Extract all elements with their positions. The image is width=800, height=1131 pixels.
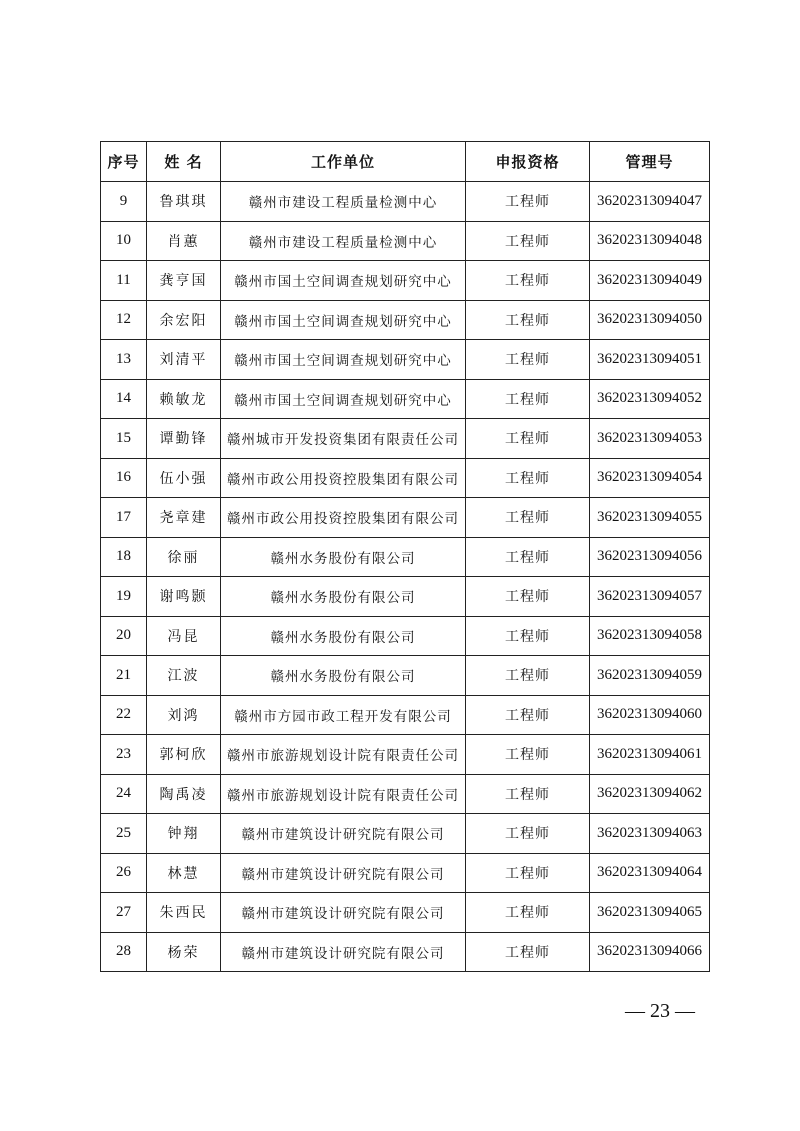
header-unit: 工作单位 — [221, 142, 466, 182]
cell-code: 36202313094048 — [590, 221, 710, 261]
cell-index: 28 — [101, 932, 147, 972]
table-row — [101, 419, 710, 459]
cell-code: 36202313094063 — [590, 814, 710, 854]
cell-unit: 赣州水务股份有限公司 — [221, 616, 466, 656]
cell-code: 36202313094056 — [590, 537, 710, 577]
cell-unit: 赣州市建设工程质量检测中心 — [221, 221, 466, 261]
cell-qualification: 工程师 — [466, 656, 590, 696]
cell-code: 36202313094057 — [590, 577, 710, 617]
table-row — [101, 774, 710, 814]
cell-index: 16 — [101, 458, 147, 498]
cell-qualification: 工程师 — [466, 616, 590, 656]
cell-unit: 赣州市国土空间调查规划研究中心 — [221, 340, 466, 380]
cell-index: 14 — [101, 379, 147, 419]
cell-unit: 赣州市旅游规划设计院有限责任公司 — [221, 774, 466, 814]
cell-code: 36202313094064 — [590, 853, 710, 893]
cell-index: 12 — [101, 300, 147, 340]
cell-unit: 赣州市政公用投资控股集团有限公司 — [221, 458, 466, 498]
cell-name: 余宏阳 — [147, 300, 221, 340]
cell-name: 冯昆 — [147, 616, 221, 656]
cell-qualification: 工程师 — [466, 300, 590, 340]
cell-code: 36202313094055 — [590, 498, 710, 538]
table-row — [101, 577, 710, 617]
cell-code: 36202313094049 — [590, 261, 710, 301]
cell-unit: 赣州市建筑设计研究院有限公司 — [221, 853, 466, 893]
cell-name: 刘鸿 — [147, 695, 221, 735]
cell-code: 36202313094065 — [590, 893, 710, 933]
cell-qualification: 工程师 — [466, 853, 590, 893]
header-row — [101, 142, 710, 182]
cell-qualification: 工程师 — [466, 498, 590, 538]
table-row — [101, 893, 710, 933]
cell-unit: 赣州市政公用投资控股集团有限公司 — [221, 498, 466, 538]
cell-index: 15 — [101, 419, 147, 459]
cell-unit: 赣州水务股份有限公司 — [221, 656, 466, 696]
cell-code: 36202313094060 — [590, 695, 710, 735]
header-qualification: 申报资格 — [466, 142, 590, 182]
cell-name: 钟翔 — [147, 814, 221, 854]
table-header — [101, 142, 710, 182]
cell-qualification: 工程师 — [466, 774, 590, 814]
table-row — [101, 814, 710, 854]
cell-unit: 赣州市国土空间调查规划研究中心 — [221, 300, 466, 340]
roster-table — [100, 141, 710, 972]
cell-code: 36202313094047 — [590, 182, 710, 222]
table-row — [101, 735, 710, 775]
table-row — [101, 616, 710, 656]
cell-qualification: 工程师 — [466, 261, 590, 301]
cell-name: 林慧 — [147, 853, 221, 893]
cell-unit: 赣州水务股份有限公司 — [221, 577, 466, 617]
cell-code: 36202313094066 — [590, 932, 710, 972]
cell-unit: 赣州市国土空间调查规划研究中心 — [221, 379, 466, 419]
table-row — [101, 182, 710, 222]
table-row — [101, 221, 710, 261]
cell-qualification: 工程师 — [466, 379, 590, 419]
cell-qualification: 工程师 — [466, 182, 590, 222]
cell-index: 22 — [101, 695, 147, 735]
cell-index: 17 — [101, 498, 147, 538]
cell-name: 赖敏龙 — [147, 379, 221, 419]
cell-unit: 赣州市方园市政工程开发有限公司 — [221, 695, 466, 735]
cell-qualification: 工程师 — [466, 458, 590, 498]
cell-qualification: 工程师 — [466, 537, 590, 577]
cell-code: 36202313094059 — [590, 656, 710, 696]
cell-unit: 赣州水务股份有限公司 — [221, 537, 466, 577]
cell-index: 21 — [101, 656, 147, 696]
cell-qualification: 工程师 — [466, 735, 590, 775]
header-code: 管理号 — [590, 142, 710, 182]
cell-code: 36202313094052 — [590, 379, 710, 419]
cell-code: 36202313094062 — [590, 774, 710, 814]
cell-qualification: 工程师 — [466, 577, 590, 617]
page-number: — 23 — — [625, 1000, 695, 1022]
cell-name: 肖蕙 — [147, 221, 221, 261]
cell-name: 尧章建 — [147, 498, 221, 538]
cell-qualification: 工程师 — [466, 695, 590, 735]
cell-name: 谭勤锋 — [147, 419, 221, 459]
cell-index: 13 — [101, 340, 147, 380]
cell-name: 陶禹凌 — [147, 774, 221, 814]
cell-index: 23 — [101, 735, 147, 775]
cell-qualification: 工程师 — [466, 419, 590, 459]
cell-unit: 赣州市建筑设计研究院有限公司 — [221, 893, 466, 933]
cell-unit: 赣州市建筑设计研究院有限公司 — [221, 814, 466, 854]
cell-name: 谢鸣颢 — [147, 577, 221, 617]
cell-code: 36202313094058 — [590, 616, 710, 656]
cell-name: 刘清平 — [147, 340, 221, 380]
table-row — [101, 261, 710, 301]
table-row — [101, 853, 710, 893]
cell-code: 36202313094061 — [590, 735, 710, 775]
cell-unit: 赣州城市开发投资集团有限责任公司 — [221, 419, 466, 459]
cell-code: 36202313094050 — [590, 300, 710, 340]
table-row — [101, 300, 710, 340]
table-row — [101, 498, 710, 538]
cell-index: 10 — [101, 221, 147, 261]
cell-index: 18 — [101, 537, 147, 577]
cell-index: 27 — [101, 893, 147, 933]
cell-qualification: 工程师 — [466, 932, 590, 972]
header-name: 姓 名 — [147, 142, 221, 182]
cell-name: 鲁琪琪 — [147, 182, 221, 222]
cell-name: 伍小强 — [147, 458, 221, 498]
cell-index: 26 — [101, 853, 147, 893]
cell-name: 江波 — [147, 656, 221, 696]
cell-index: 24 — [101, 774, 147, 814]
cell-unit: 赣州市建筑设计研究院有限公司 — [221, 932, 466, 972]
cell-index: 19 — [101, 577, 147, 617]
cell-unit: 赣州市建设工程质量检测中心 — [221, 182, 466, 222]
cell-index: 20 — [101, 616, 147, 656]
table-row — [101, 340, 710, 380]
cell-qualification: 工程师 — [466, 340, 590, 380]
cell-unit: 赣州市国土空间调查规划研究中心 — [221, 261, 466, 301]
table-row — [101, 458, 710, 498]
table-row — [101, 695, 710, 735]
cell-name: 杨荣 — [147, 932, 221, 972]
table-row — [101, 537, 710, 577]
cell-index: 25 — [101, 814, 147, 854]
cell-unit: 赣州市旅游规划设计院有限责任公司 — [221, 735, 466, 775]
table-row — [101, 379, 710, 419]
cell-qualification: 工程师 — [466, 221, 590, 261]
header-index: 序号 — [101, 142, 147, 182]
cell-qualification: 工程师 — [466, 814, 590, 854]
cell-code: 36202313094054 — [590, 458, 710, 498]
cell-code: 36202313094051 — [590, 340, 710, 380]
cell-name: 郭柯欣 — [147, 735, 221, 775]
cell-name: 朱西民 — [147, 893, 221, 933]
cell-qualification: 工程师 — [466, 893, 590, 933]
table-body — [101, 182, 710, 972]
table-row — [101, 656, 710, 696]
table-row — [101, 932, 710, 972]
cell-name: 徐丽 — [147, 537, 221, 577]
cell-name: 龚亨国 — [147, 261, 221, 301]
cell-index: 11 — [101, 261, 147, 301]
cell-code: 36202313094053 — [590, 419, 710, 459]
cell-index: 9 — [101, 182, 147, 222]
